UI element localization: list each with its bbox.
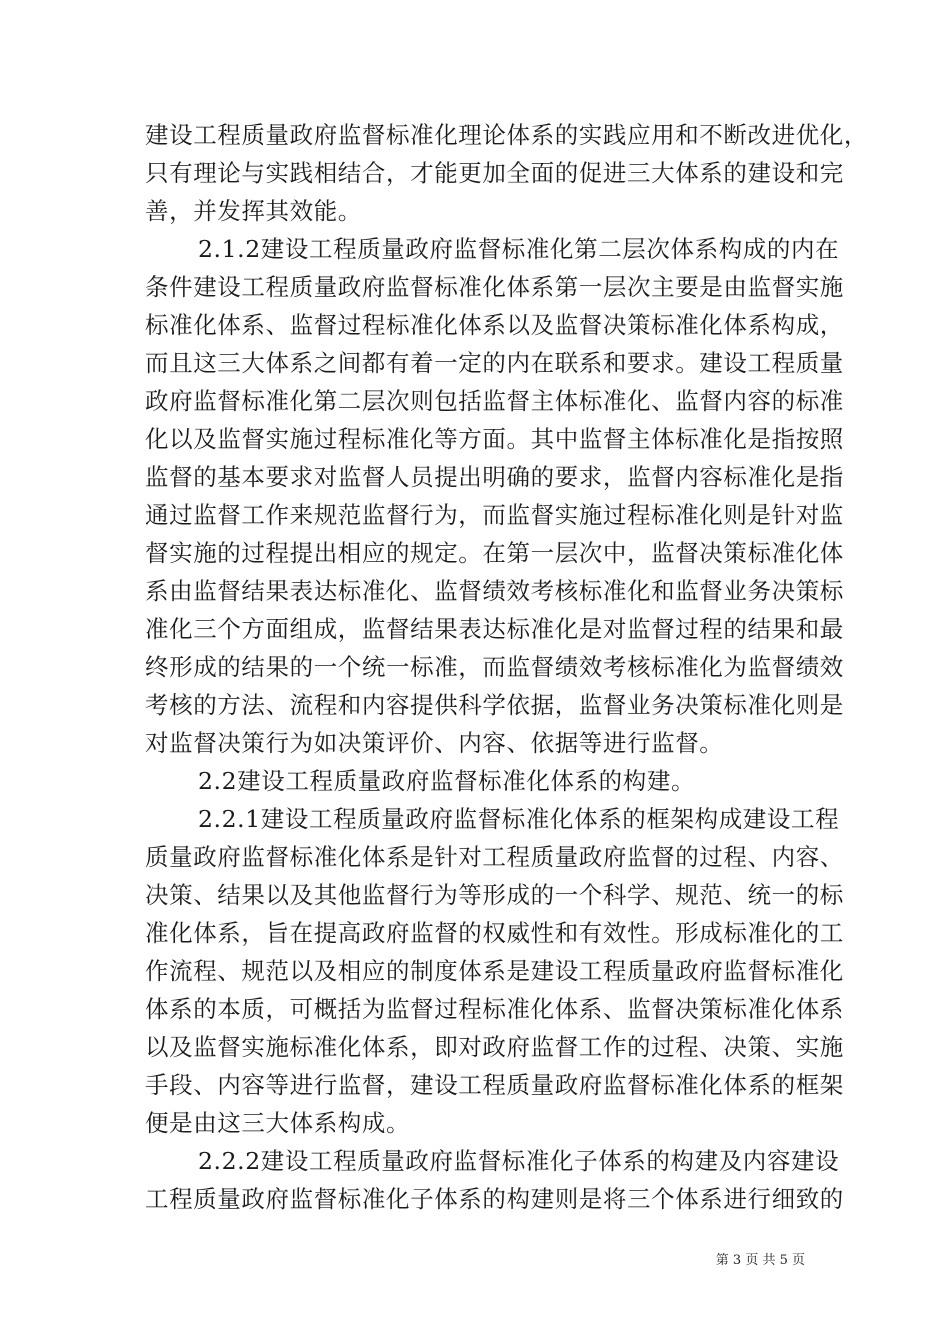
text-line: 2.2.2建设工程质量政府监督标准化子体系的构建及内容建设 xyxy=(198,1147,840,1175)
text-line: 质量政府监督标准化体系是针对工程质量政府监督的过程、内容、 xyxy=(145,843,844,871)
text-line: 准化三个方面组成，监督结果表达标准化是对监督过程的结果和最 xyxy=(145,615,844,643)
text-line: 准化体系，旨在提高政府监督的权威性和有效性。形成标准化的工 xyxy=(145,919,844,947)
text-line: 终形成的结果的一个统一标准，而监督绩效考核标准化为监督绩效 xyxy=(145,653,844,681)
text-line: 通过监督工作来规范监督行为，而监督实施过程标准化则是针对监 xyxy=(145,501,844,529)
text-line: 化以及监督实施过程标准化等方面。其中监督主体标准化是指按照 xyxy=(145,425,844,453)
text-line: 对监督决策行为如决策评价、内容、依据等进行监督。 xyxy=(145,729,724,757)
text-line: 2.2.1建设工程质量政府监督标准化体系的框架构成建设工程 xyxy=(198,805,840,833)
text-line: 建设工程质量政府监督标准化理论体系的实践应用和不断改进优化， xyxy=(145,121,868,149)
text-line: 体系的本质，可概括为监督过程标准化体系、监督决策标准化体系 xyxy=(145,995,844,1023)
text-line: 2.1.2建设工程质量政府监督标准化第二层次体系构成的内在 xyxy=(198,235,840,263)
page-indicator: 第 3 页 共 5 页 xyxy=(715,1253,805,1268)
text-line: 条件建设工程质量政府监督标准化体系第一层次主要是由监督实施 xyxy=(145,273,844,301)
text-line: 工程质量政府监督标准化子体系的构建则是将三个体系进行细致的 xyxy=(145,1185,844,1213)
text-line: 便是由这三大体系构成。 xyxy=(145,1109,411,1137)
text-line: 决策、结果以及其他监督行为等形成的一个科学、规范、统一的标 xyxy=(145,881,844,909)
text-line: 而且这三大体系之间都有着一定的内在联系和要求。建设工程质量 xyxy=(145,349,844,377)
text-line: 督实施的过程提出相应的规定。在第一层次中，监督决策标准化体 xyxy=(145,539,844,567)
text-line: 监督的基本要求对监督人员提出明确的要求，监督内容标准化是指 xyxy=(145,463,844,491)
text-line: 手段、内容等进行监督，建设工程质量政府监督标准化体系的框架 xyxy=(145,1071,844,1099)
text-line: 善，并发挥其效能。 xyxy=(145,197,362,225)
text-line: 考核的方法、流程和内容提供科学依据，监督业务决策标准化则是 xyxy=(145,691,844,719)
text-line: 作流程、规范以及相应的制度体系是建设工程质量政府监督标准化 xyxy=(145,957,844,985)
text-line: 标准化体系、监督过程标准化体系以及监督决策标准化体系构成， xyxy=(145,311,844,339)
text-line: 系由监督结果表达标准化、监督绩效考核标准化和监督业务决策标 xyxy=(145,577,844,605)
text-line: 以及监督实施标准化体系，即对政府监督工作的过程、决策、实施 xyxy=(145,1033,844,1061)
section-heading: 2.2建设工程质量政府监督标准化体系的构建。 xyxy=(198,767,696,795)
text-line: 只有理论与实践相结合，才能更加全面的促进三大体系的建设和完 xyxy=(145,159,844,187)
text-line: 政府监督标准化第二层次则包括监督主体标准化、监督内容的标准 xyxy=(145,387,844,415)
